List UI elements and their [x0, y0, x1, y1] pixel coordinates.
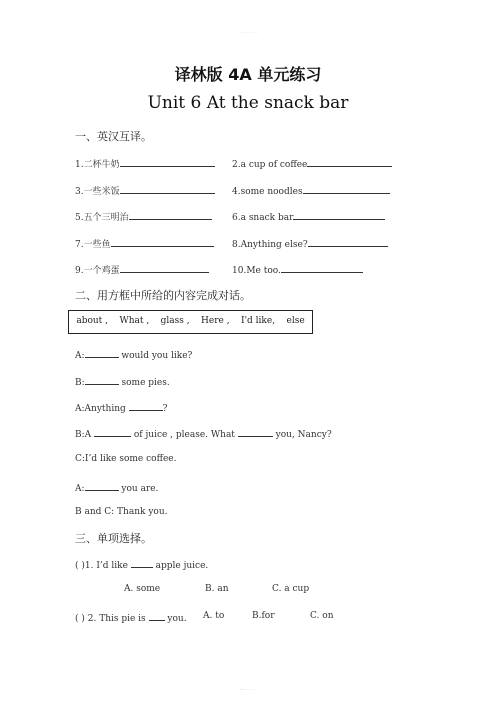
dialogue-blank[interactable]	[129, 401, 163, 411]
answer-paren[interactable]: ( )	[75, 614, 85, 624]
dialogue-blank[interactable]	[85, 481, 119, 491]
worksheet-title: 译林版 4A 单元练习	[174, 65, 322, 84]
word-box	[68, 310, 313, 334]
footer-watermark: —·····	[239, 687, 257, 692]
question-blank[interactable]	[131, 558, 153, 568]
section-3-heading: 三、单项选择。	[75, 532, 152, 545]
answer-blank[interactable]	[303, 184, 390, 194]
question-1-option-c[interactable]: C. a cup	[272, 584, 310, 594]
translate-item-1: 1.二杯牛奶	[75, 157, 215, 170]
translate-item-9: 9.一个鸡蛋	[75, 263, 209, 276]
answer-blank[interactable]	[308, 237, 388, 247]
section-2-heading: 二、用方框中所给的内容完成对话。	[75, 289, 251, 302]
header-watermark: ·········	[237, 30, 259, 35]
dialogue-line-3: A:Anything ?	[75, 401, 167, 414]
dialogue-line-7: B and C: Thank you.	[75, 507, 168, 517]
dialogue-line-5: C:I’d like some coffee.	[75, 454, 177, 464]
question-2: ( ) 2. This pie is you.	[75, 611, 187, 624]
translate-item-6: 6.a snack bar	[232, 210, 385, 223]
answer-paren[interactable]: ( )	[75, 561, 85, 571]
word-box-text: about , What , glass , Here , I'd like, else	[76, 316, 305, 326]
answer-blank[interactable]	[293, 210, 385, 220]
translate-item-3: 3.一些米饭	[75, 184, 215, 197]
translate-item-7: 7.一些鱼	[75, 237, 214, 250]
dialogue-blank[interactable]	[94, 427, 131, 437]
answer-blank[interactable]	[307, 157, 392, 167]
translate-item-2: 2.a cup of coffee	[232, 157, 392, 170]
dialogue-line-4: B:A of juice , please. What you, Nancy?	[75, 427, 332, 440]
dialogue-line-2: B: some pies.	[75, 375, 170, 388]
dialogue-line-6: A: you are.	[75, 481, 158, 494]
answer-blank[interactable]	[120, 184, 215, 194]
question-2-option-b[interactable]: B.for	[252, 611, 275, 621]
question-2-option-a[interactable]: A. to	[203, 611, 225, 621]
question-blank[interactable]	[149, 611, 165, 621]
answer-blank[interactable]	[120, 263, 209, 273]
dialogue-blank[interactable]	[85, 348, 119, 358]
dialogue-blank[interactable]	[85, 375, 119, 385]
question-1-option-b[interactable]: B. an	[205, 584, 229, 594]
section-1-heading: 一、英汉互译。	[75, 130, 152, 143]
translate-item-4: 4.some noodles	[232, 184, 390, 197]
unit-title: Unit 6 At the snack bar	[147, 93, 349, 113]
answer-blank[interactable]	[120, 157, 215, 167]
question-1: ( )1. I’d like apple juice.	[75, 558, 208, 571]
answer-blank[interactable]	[111, 237, 214, 247]
answer-blank[interactable]	[281, 263, 363, 273]
question-1-option-a[interactable]: A. some	[124, 584, 161, 594]
translate-item-5: 5.五个三明治	[75, 210, 212, 223]
question-2-option-c[interactable]: C. on	[310, 611, 334, 621]
answer-blank[interactable]	[129, 210, 212, 220]
translate-item-8: 8.Anything else?	[232, 237, 388, 250]
dialogue-blank[interactable]	[238, 427, 273, 437]
translate-item-10: 10.Me too.	[232, 263, 363, 276]
dialogue-line-1: A: would you like?	[75, 348, 192, 361]
